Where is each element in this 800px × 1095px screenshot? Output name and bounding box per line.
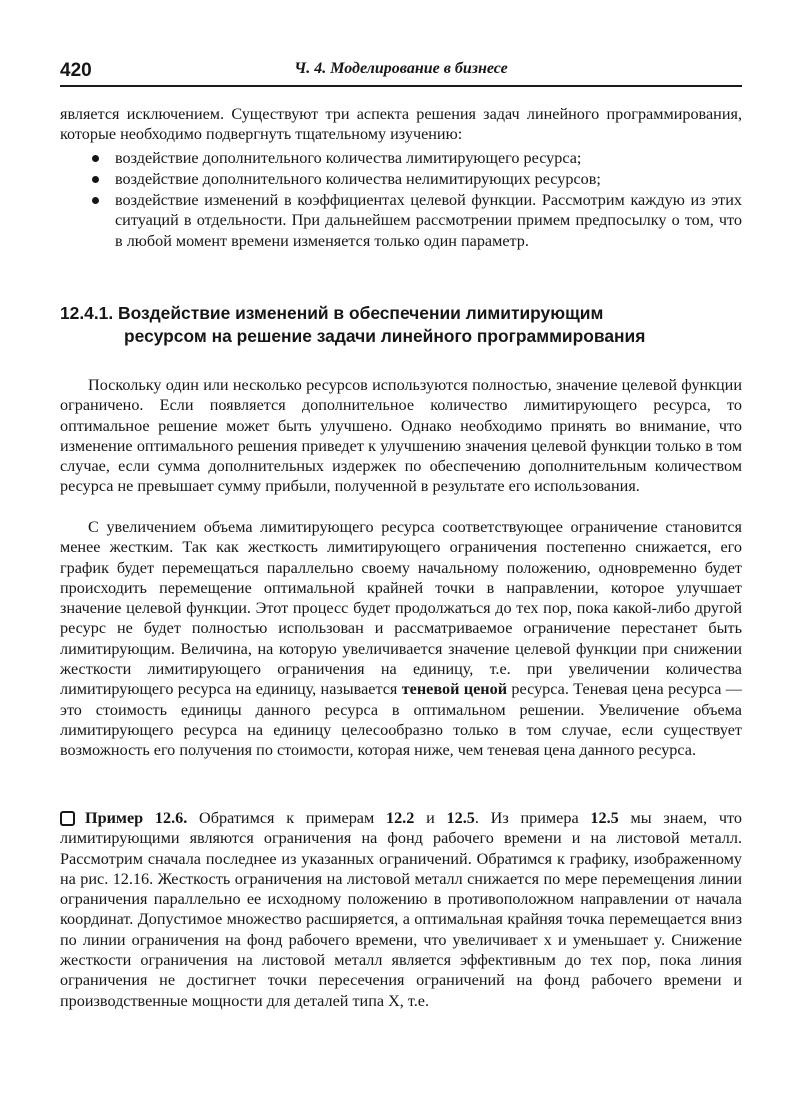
running-title: Ч. 4. Моделирование в бизнесе (294, 60, 508, 77)
page-number: 420 (60, 60, 92, 81)
bullet-icon (92, 155, 99, 162)
list-item-text: воздействие изменений в коэффициентах целевой функции. Рассмотрим каждую из этих ситуаций в отдельности. При дальнейшем рассмотрении примем предпосылку о том, что в любой момент времени изменяется только один параметр. (115, 190, 742, 251)
example-text-1: Обратимся к примерам (187, 809, 386, 827)
section-title-line2: ресурсом на решение задачи линейного программирования (124, 326, 646, 346)
example-ref-12-5: 12.5 (446, 809, 475, 827)
intro-paragraph: является исключением. Существуют три аспекта решения задач линейного программирования, которые необходимо подвергнуть тщательному изучению: (60, 105, 742, 144)
example-text-3: . Из примера (474, 809, 591, 827)
header-rule (60, 85, 742, 87)
page-header (60, 60, 742, 82)
section-heading (60, 302, 742, 348)
example-marker-icon (60, 811, 75, 826)
example-text-4: мы знаем, что лимитирующими являются ограничения на фонд рабочего времени и на листовой металл. Рассмотрим сначала последнее из указанных ограничений. Обратимся к графику, изображенному на рис. 12.16. Жесткость ограничения на листовой металл снижается по мере перемещения линии ограничения параллельно ее исходному положению в противоположном направлении от начала координат. Допустимое множество расширяется, а оптимальная крайняя точка перемещается вниз по линии ограничения на фонд рабочего времени, что увеличивает x и уменьшает y. Снижение жесткости ограничения на листовой металл является эффективным до тех пор, пока линия ограничения не достигнет точки пересечения ограничений на фонд рабочего времени и производственные мощности для деталей типа X, т.е. (60, 809, 742, 1010)
aspects-list (60, 148, 742, 252)
paragraph-2-text-b: ресурса. Теневая цена ресурса — это стоимость единицы данного ресурса в оптимальном решении. Увеличение объема лимитирующего ресурса на единицу целесообразно только в том случае, если существует возможность его получения по стоимости, которая ниже, чем теневая цена данного ресурса. (60, 680, 742, 760)
bullet-icon (92, 197, 99, 204)
section-title-line1: Воздействие изменений в обеспечении лимитирующим (118, 303, 604, 323)
paragraph-1: Поскольку один или несколько ресурсов используются полностью, значение целевой функции ограничено. Если появляется дополнительное количество лимитирующего ресурса, то оптимальное решение может быть улучшено. Однако необходимо принять во внимание, что изменение оптимального решения приведет к улучшению значения целевой функции только в том случае, если сумма дополнительных издержек по обеспечению дополнительным количеством ресурса не превышает сумму прибыли, полученной в результате его использования. (60, 376, 742, 496)
paragraph-2-text-a: С увеличением объема лимитирующего ресурса соответствующее ограничение становится менее жестким. Так как жесткость лимитирующего ограничения постепенно снижается, его график будет перемещаться параллельно своему начальному положению, одновременно будет происходить перемещение оптимальной крайней точки в направлении, которое улучшает значение целевой функции. Этот процесс будет продолжаться до тех пор, пока какой-либо другой ресурс не будет полностью использован и рассматриваемое ограничение перестанет быть лимитирующим. Величина, на которую увеличивается значение целевой функции при снижении жесткости лимитирующего ограничения на единицу, т.е. при увеличении количества лимитирующего ресурса на единицу, называется (60, 518, 742, 699)
bullet-icon (92, 176, 99, 183)
list-item (60, 169, 742, 190)
paragraph-2 (60, 517, 742, 761)
list-item (60, 148, 742, 169)
example-paragraph (60, 808, 742, 1011)
list-item-text: воздействие дополнительного количества нелимитирующих ресурсов; (115, 169, 601, 188)
section-number: 12.4.1. (60, 303, 114, 323)
list-item (60, 190, 742, 252)
shadow-price-term: теневой ценой (401, 680, 508, 699)
example-ref-12-5b: 12.5 (590, 809, 619, 827)
example-ref-12-2: 12.2 (385, 809, 415, 827)
example-text-2: и (414, 809, 447, 827)
list-item-text: воздействие дополнительного количества лимитирующего ресурса; (115, 149, 582, 167)
example-label: Пример 12.6. (85, 809, 188, 827)
